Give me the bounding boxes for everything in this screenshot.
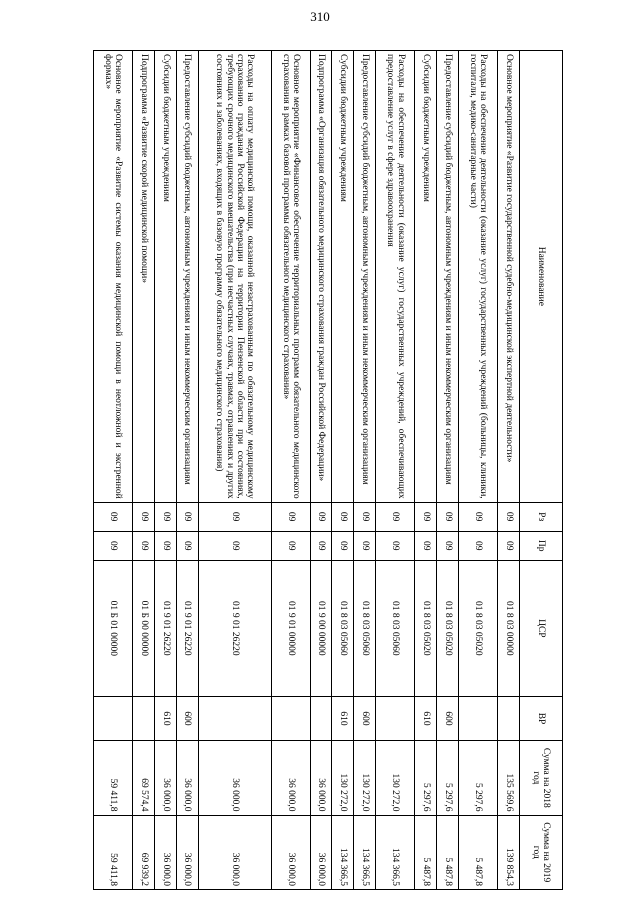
cell-pr: 09 (154, 531, 176, 560)
cell-name: Подпрограмма «Организация обязательного медицинского страхования граждан Российской Федерации» (310, 51, 332, 503)
table-row (376, 51, 415, 890)
cell-name: Основное мероприятие «Финансовое обеспечение территориальных программ обязательного медицинского страхования в рамках базовой программы обязательного медицинского страхования» (271, 51, 310, 503)
table-row (332, 51, 354, 890)
cell-name: Подпрограмма «Развитие скорой медицинской помощи» (132, 51, 154, 503)
cell-rz: 09 (271, 502, 310, 531)
cell-y2018: 130 272,0 (332, 741, 354, 815)
cell-csr: 01 8 03 05060 (332, 560, 354, 696)
cell-pr: 09 (310, 531, 332, 560)
cell-name: Предоставление субсидий бюджетным, автономным учреждениям и иным некоммерческим организациям (176, 51, 198, 503)
header-rz: Рз (520, 502, 563, 531)
table-row (415, 51, 437, 890)
cell-y2019: 134 366,5 (376, 815, 415, 889)
cell-y2018: 130 272,0 (376, 741, 415, 815)
table-row (94, 51, 133, 890)
cell-csr: 01 9 01 26220 (176, 560, 198, 696)
cell-rz: 09 (415, 502, 437, 531)
cell-pr: 09 (94, 531, 133, 560)
cell-vr: 600 (176, 696, 198, 740)
cell-csr: 01 8 03 05060 (376, 560, 415, 696)
cell-y2018: 5 297,6 (459, 741, 498, 815)
cell-pr: 09 (176, 531, 198, 560)
cell-vr (459, 696, 498, 740)
cell-y2019: 5 487,8 (459, 815, 498, 889)
cell-name: Основное мероприятие «Развитие государственной судебно-медицинской экспертной деятельности» (498, 51, 520, 503)
cell-rz: 09 (332, 502, 354, 531)
cell-y2019: 5 487,8 (415, 815, 437, 889)
cell-name: Субсидии бюджетным учреждениям (154, 51, 176, 503)
cell-y2019: 36 000,0 (310, 815, 332, 889)
cell-vr (132, 696, 154, 740)
cell-pr: 09 (498, 531, 520, 560)
cell-rz: 09 (498, 502, 520, 531)
header-vr: ВР (520, 696, 563, 740)
cell-rz: 09 (459, 502, 498, 531)
cell-vr (198, 696, 271, 740)
page-number: 310 (310, 9, 330, 24)
header-pr: Пр (520, 531, 563, 560)
cell-name: Основное мероприятие «Развитие системы оказания медицинской помощи в неотложной и экстренной формах» (94, 51, 133, 503)
cell-pr: 09 (132, 531, 154, 560)
table-body (94, 51, 520, 890)
header-2019: Сумма на 2019 год (520, 815, 563, 889)
cell-pr: 09 (198, 531, 271, 560)
cell-csr: 01 8 03 05020 (437, 560, 459, 696)
cell-pr: 09 (376, 531, 415, 560)
cell-csr: 01 9 01 26220 (198, 560, 271, 696)
cell-rz: 09 (154, 502, 176, 531)
cell-csr: 01 8 03 00000 (498, 560, 520, 696)
cell-pr: 09 (354, 531, 376, 560)
budget-table (93, 50, 563, 890)
cell-name: Субсидии бюджетным учреждениям (415, 51, 437, 503)
table-row (310, 51, 332, 890)
cell-csr: 01 Б 00 00000 (132, 560, 154, 696)
cell-csr: 01 8 03 05020 (459, 560, 498, 696)
cell-csr: 01 9 01 00000 (271, 560, 310, 696)
cell-y2018: 36 000,0 (154, 741, 176, 815)
cell-vr (376, 696, 415, 740)
rotated-table-container (93, 50, 563, 890)
cell-vr (94, 696, 133, 740)
cell-pr: 09 (332, 531, 354, 560)
cell-y2019: 139 854,3 (498, 815, 520, 889)
cell-y2018: 69 574,4 (132, 741, 154, 815)
cell-csr: 01 Б 01 00000 (94, 560, 133, 696)
cell-vr: 610 (332, 696, 354, 740)
cell-name: Предоставление субсидий бюджетным, автономным учреждениям и иным некоммерческим организациям (437, 51, 459, 503)
cell-name: Субсидии бюджетным учреждениям (332, 51, 354, 503)
cell-pr: 09 (271, 531, 310, 560)
table-row (437, 51, 459, 890)
header-name: Наименование (520, 51, 563, 503)
cell-name: Расходы на обеспечение деятельности (оказание услуг) государственных учреждений (больницы, клиники, госпитали, медико-санитарные части) (459, 51, 498, 503)
cell-name: Предоставление субсидий бюджетным, автономным учреждениям и иным некоммерческим организациям (354, 51, 376, 503)
table-row (132, 51, 154, 890)
cell-vr (310, 696, 332, 740)
table-row (498, 51, 520, 890)
cell-y2018: 5 297,6 (415, 741, 437, 815)
header-csr: ЦСР (520, 560, 563, 696)
cell-y2018: 36 000,0 (310, 741, 332, 815)
cell-rz: 09 (198, 502, 271, 531)
cell-y2019: 36 000,0 (198, 815, 271, 889)
table-row (198, 51, 271, 890)
table-row (459, 51, 498, 890)
cell-y2019: 134 366,5 (354, 815, 376, 889)
cell-y2018: 36 000,0 (198, 741, 271, 815)
cell-y2018: 36 000,0 (176, 741, 198, 815)
cell-name: Расходы на обеспечение деятельности (оказание услуг) государственных учреждений, обеспечивающих предоставление услуг в сфере здравоохранения (376, 51, 415, 503)
table-row (176, 51, 198, 890)
cell-y2018: 130 272,0 (354, 741, 376, 815)
cell-y2019: 59 411,8 (94, 815, 133, 889)
table-row (271, 51, 310, 890)
cell-y2019: 36 000,0 (176, 815, 198, 889)
cell-csr: 01 9 00 00000 (310, 560, 332, 696)
cell-y2018: 59 411,8 (94, 741, 133, 815)
cell-vr (271, 696, 310, 740)
cell-pr: 09 (437, 531, 459, 560)
cell-rz: 09 (376, 502, 415, 531)
cell-y2018: 36 000,0 (271, 741, 310, 815)
table-row (154, 51, 176, 890)
table-header-row (520, 51, 563, 890)
cell-vr: 600 (354, 696, 376, 740)
cell-rz: 09 (132, 502, 154, 531)
header-2018: Сумма на 2018 год (520, 741, 563, 815)
cell-pr: 09 (415, 531, 437, 560)
cell-rz: 09 (310, 502, 332, 531)
cell-y2019: 36 000,0 (154, 815, 176, 889)
cell-rz: 09 (176, 502, 198, 531)
cell-pr: 09 (459, 531, 498, 560)
table-row (354, 51, 376, 890)
cell-vr: 610 (154, 696, 176, 740)
cell-vr: 600 (437, 696, 459, 740)
cell-csr: 01 8 03 05020 (415, 560, 437, 696)
cell-csr: 01 9 01 26220 (154, 560, 176, 696)
cell-rz: 09 (94, 502, 133, 531)
cell-y2019: 5 487,8 (437, 815, 459, 889)
cell-y2019: 36 000,0 (271, 815, 310, 889)
cell-y2018: 135 569,6 (498, 741, 520, 815)
cell-rz: 09 (437, 502, 459, 531)
cell-name: Расходы на оплату медицинской помощи, оказанной незастрахованным по обязательному медицинскому страхованию гражданам Российской Федерации на территории Пензенской области при состояниях, требующих срочного медицинского вмешательства (при несчастных случаях, травмах, отравлениях и других состояниях и заболеваниях, входящих в базовую программу обязательного медицинского страхования) (198, 51, 271, 503)
cell-vr (498, 696, 520, 740)
cell-csr: 01 8 03 05060 (354, 560, 376, 696)
cell-y2019: 69 939,2 (132, 815, 154, 889)
cell-rz: 09 (354, 502, 376, 531)
cell-y2019: 134 366,5 (332, 815, 354, 889)
cell-y2018: 5 297,6 (437, 741, 459, 815)
cell-vr: 610 (415, 696, 437, 740)
